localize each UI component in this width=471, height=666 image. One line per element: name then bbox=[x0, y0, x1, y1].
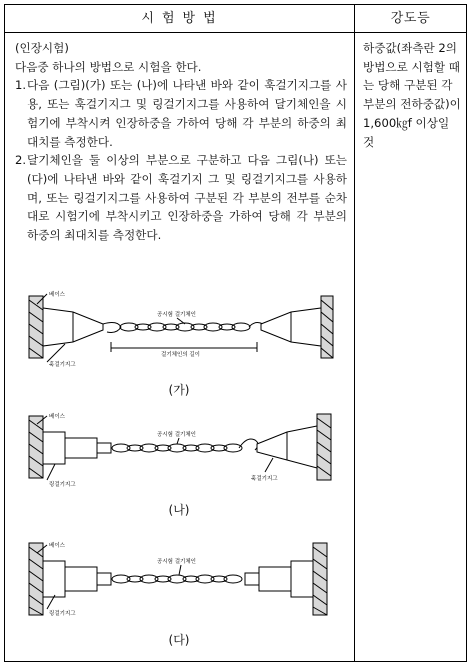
label-base: 베이스 bbox=[49, 414, 65, 420]
label-chain: 공시험 걸기체인 bbox=[157, 312, 196, 318]
figure-a-caption: (가) bbox=[168, 383, 190, 397]
header-strength: 강도등 bbox=[390, 11, 431, 26]
item-number: 1. bbox=[15, 78, 27, 93]
chain bbox=[120, 323, 250, 331]
label-chain: 공시험 걸기체인 bbox=[157, 432, 196, 438]
section-title: (인장시험) bbox=[15, 41, 69, 55]
figure-c-diagram bbox=[25, 535, 335, 625]
ring-jig-left bbox=[43, 561, 65, 597]
method-text bbox=[15, 39, 347, 245]
label-base: 베이스 bbox=[49, 543, 65, 549]
label-hook-jig: 훅걸기지그 bbox=[49, 362, 76, 368]
strength-text: 하중값(좌측란 2의 방법으로 시험할 때는 당해 구분된 각 부분의 전하중값)이 1,600㎏f 이상일 것 bbox=[363, 41, 461, 149]
figure-c-caption: (다) bbox=[168, 633, 190, 647]
label-hook-jig: 훅걸기지그 bbox=[251, 476, 278, 482]
item-text: 다음 (그림)(가) 또는 (나)에 나타낸 바와 같이 훅걸기지그를 사용, 또는 훅걸기지그 및 링걸기지그를 사용하여 달기체인을 시험기에 부착시켜 인장하중을 가하여 당해 각 부분의 하중의 최대치를 측정한다. bbox=[27, 78, 347, 149]
method-item-2 bbox=[15, 151, 347, 245]
item-number: 2. bbox=[15, 153, 27, 168]
column-divider bbox=[354, 5, 355, 661]
figure-b-diagram bbox=[25, 410, 335, 490]
header-divider bbox=[5, 32, 466, 33]
label-chain: 공시험 걸기체인 bbox=[157, 559, 196, 565]
ring-jig-right bbox=[245, 573, 259, 585]
label-length: 걸기체인의 길이 bbox=[161, 352, 200, 358]
label-ring-jig: 링걸기지그 bbox=[49, 482, 76, 488]
method-item-1 bbox=[15, 76, 347, 151]
ring-jig-left bbox=[43, 432, 65, 464]
label-ring-jig: 링걸기지그 bbox=[49, 611, 76, 617]
figure-b-caption: (나) bbox=[168, 503, 190, 517]
header-method: 시 험 방 법 bbox=[141, 11, 218, 26]
intro-text: 다음중 하나의 방법으로 시험을 한다. bbox=[15, 59, 202, 74]
chain bbox=[112, 444, 242, 452]
label-base: 베이스 bbox=[49, 292, 65, 298]
item-text: 달기체인을 둘 이상의 부분으로 구분하고 다음 그림(나) 또는 (다)에 나타낸 바와 같이 훅걸기지 그 및 링걸기지그를 사용하며, 또는 링걸기지그를 사용하여 구분된 각 부분의 전부를 순차대로 시험기에 부착시키고 인장하중을 가하여 당해 각 부분의 하중의 최대치를 측정한다. bbox=[27, 153, 347, 243]
figure-a-diagram bbox=[25, 290, 335, 370]
test-method-table bbox=[4, 4, 467, 662]
chain bbox=[112, 575, 242, 583]
